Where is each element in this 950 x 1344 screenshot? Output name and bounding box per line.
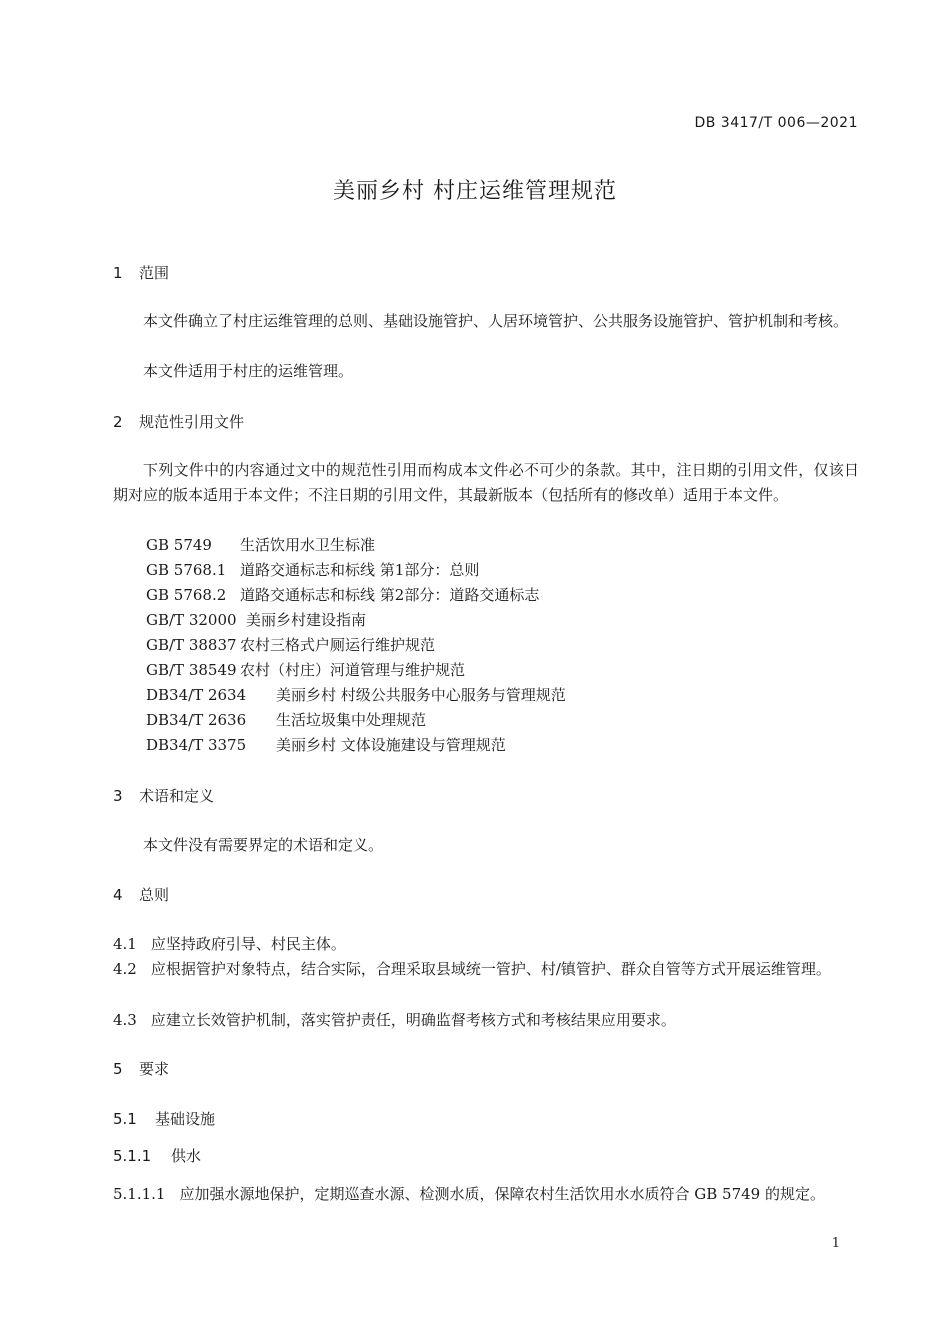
- clause-number: 4.3: [113, 1011, 137, 1029]
- section-number: 1: [113, 264, 123, 282]
- reference-code: DB34/T 3375: [146, 736, 247, 754]
- reference-item: [146, 683, 566, 708]
- reference-item: [146, 558, 479, 583]
- section-title: 要求: [139, 1060, 170, 1078]
- reference-item: [146, 708, 426, 733]
- section-title: 供水: [171, 1147, 202, 1165]
- clause-text: 应坚持政府引导、村民主体。: [150, 935, 346, 953]
- reference-name: 美丽乡村 文体设施建设与管理规范: [276, 736, 506, 754]
- reference-name: 农村三格式户厕运行维护规范: [240, 636, 436, 654]
- section-heading-3: [113, 785, 214, 806]
- reference-code: GB 5768.1: [146, 561, 227, 579]
- reference-code: GB 5768.2: [146, 586, 227, 604]
- reference-code: DB34/T 2634: [146, 686, 247, 704]
- reference-item: [146, 533, 375, 558]
- reference-name: 美丽乡村 村级公共服务中心服务与管理规范: [276, 686, 566, 704]
- section-title: 规范性引用文件: [139, 413, 245, 431]
- clause-4-1: [113, 932, 859, 956]
- clause-5-1-1-1: [113, 1182, 859, 1206]
- reference-code: GB/T 32000: [146, 611, 237, 629]
- normative-intro-paragraph: 下列文件中的内容通过文中的规范性引用而构成本文件必不可少的条款。其中，注日期的引用文件，仅该日期对应的版本适用于本文件；不注日期的引用文件，其最新版本（包括所有的修改单）适用于本文件。: [113, 461, 859, 504]
- section-heading-5-1: [113, 1108, 215, 1129]
- reference-name: 道路交通标志和标线 第1部分：总则: [240, 561, 480, 579]
- clause-text: 应建立长效管护机制，落实管护责任，明确监督考核方式和考核结果应用要求。: [150, 1011, 676, 1029]
- scope-paragraph-2: 本文件适用于村庄的运维管理。: [143, 362, 354, 380]
- clause-4-2: [113, 957, 859, 981]
- section-title: 术语和定义: [139, 787, 215, 805]
- reference-name: 农村（村庄）河道管理与维护规范: [240, 661, 466, 679]
- reference-code: DB34/T 2636: [146, 711, 247, 729]
- reference-item: [146, 583, 539, 608]
- clause-text: 应加强水源地保护，定期巡查水源、检测水质，保障农村生活饮用水水质符合 GB 5749 的规定。: [179, 1185, 825, 1203]
- reference-name: 生活垃圾集中处理规范: [276, 711, 427, 729]
- scope-paragraph-1: 本文件确立了村庄运维管理的总则、基础设施管护、人居环境管护、公共服务设施管护、管护机制和考核。: [143, 312, 849, 330]
- page-number: 1: [831, 1236, 840, 1251]
- reference-code: GB 5749: [146, 536, 212, 554]
- section-number: 2: [113, 413, 123, 431]
- section-number: 5.1: [113, 1110, 137, 1128]
- clause-text: 应根据管护对象特点，结合实际，合理采取县域统一管护、村/镇管护、群众自管等方式开展运维管理。: [150, 960, 831, 978]
- reference-item: [146, 608, 366, 633]
- section-title: 范围: [139, 264, 170, 282]
- section-title: 总则: [139, 886, 170, 904]
- reference-name: 道路交通标志和标线 第2部分：道路交通标志: [240, 586, 540, 604]
- terms-paragraph: 本文件没有需要界定的术语和定义。: [143, 836, 384, 854]
- page-title: 美丽乡村 村庄运维管理规范: [333, 179, 617, 204]
- reference-code: GB/T 38549: [146, 661, 237, 679]
- section-number: 4: [113, 886, 123, 904]
- reference-item: [146, 658, 465, 683]
- section-heading-4: [113, 884, 169, 905]
- reference-name: 美丽乡村建设指南: [246, 611, 367, 629]
- reference-name: 生活饮用水卫生标准: [240, 536, 376, 554]
- reference-item: [146, 633, 435, 658]
- clause-number: 4.1: [113, 935, 137, 953]
- section-heading-1: [113, 262, 169, 283]
- clause-number: 4.2: [113, 960, 137, 978]
- section-heading-5-1-1: [113, 1145, 201, 1166]
- section-title: 基础设施: [155, 1110, 216, 1128]
- clause-number: 5.1.1.1: [113, 1185, 166, 1203]
- document-code: DB 3417/T 006—2021: [694, 115, 858, 131]
- section-number: 5.1.1: [113, 1147, 152, 1165]
- section-number: 3: [113, 787, 123, 805]
- clause-4-3: [113, 1008, 859, 1032]
- section-number: 5: [113, 1060, 123, 1078]
- section-heading-5: [113, 1058, 169, 1079]
- reference-item: [146, 733, 506, 758]
- reference-code: GB/T 38837: [146, 636, 237, 654]
- section-heading-2: [113, 411, 244, 432]
